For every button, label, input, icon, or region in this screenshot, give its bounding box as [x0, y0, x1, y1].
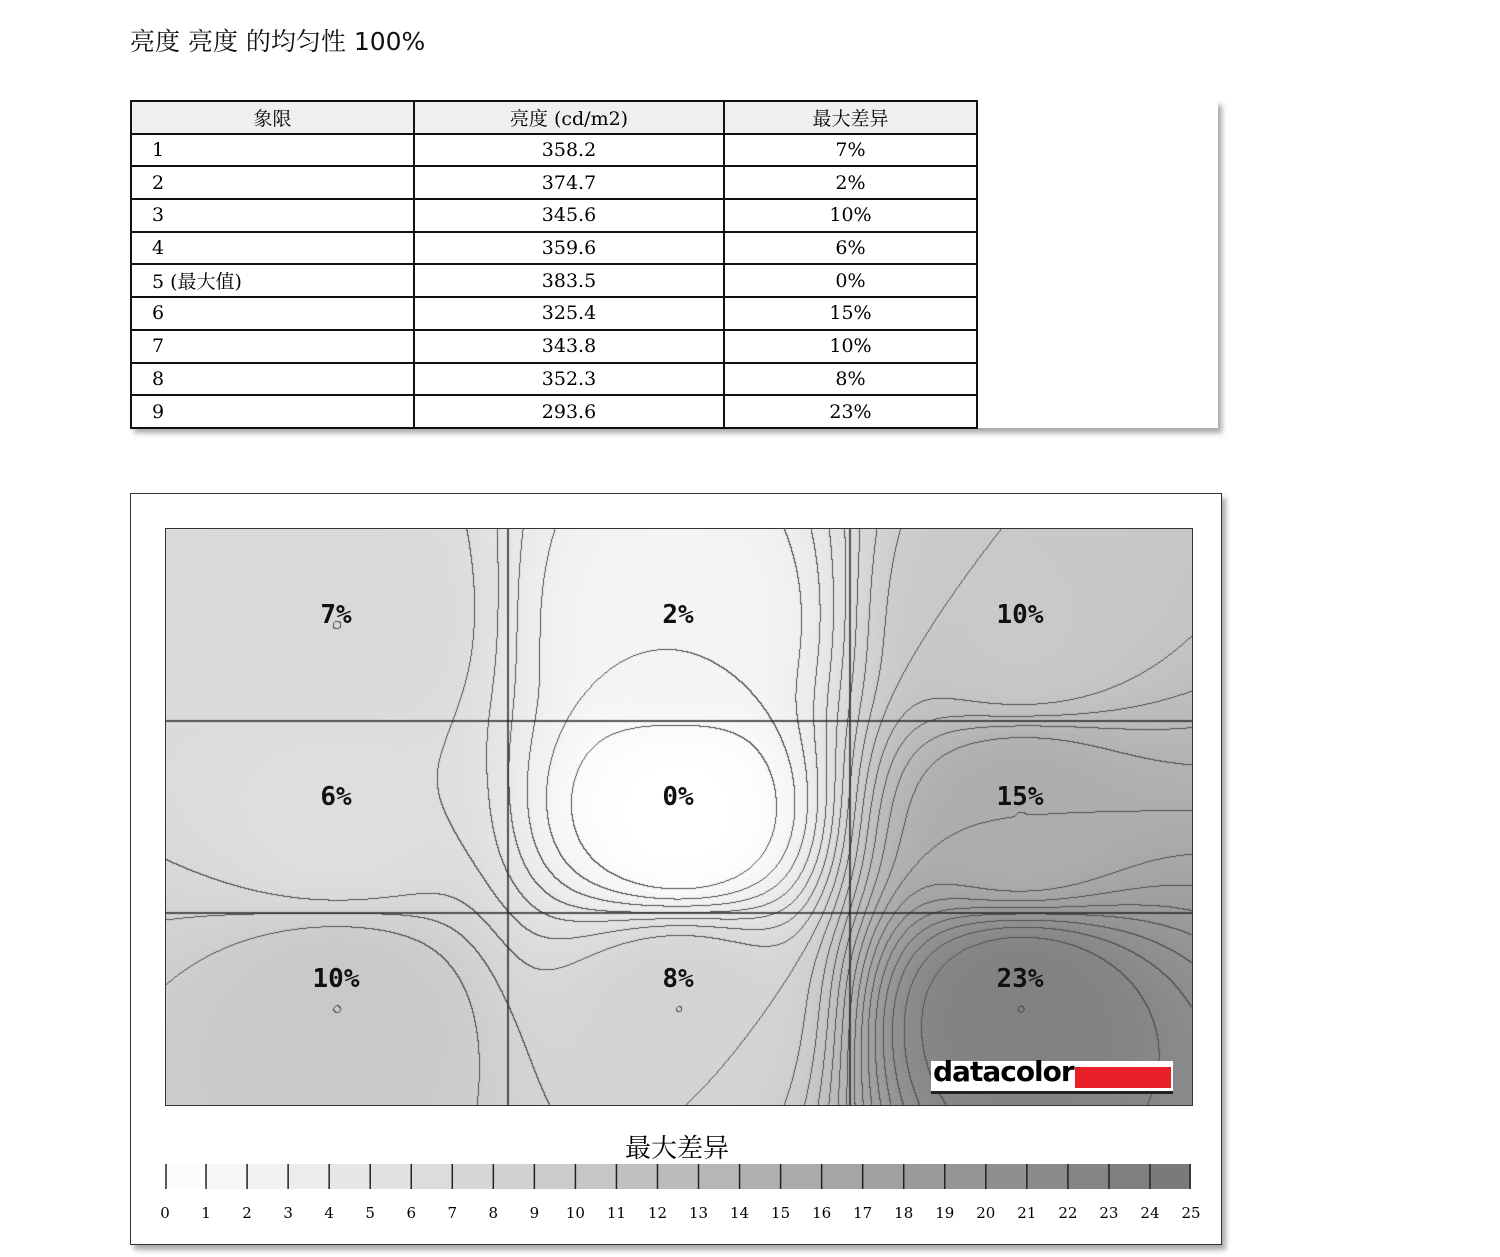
- legend-swatch: [329, 1164, 371, 1189]
- legend-tick-label: 9: [529, 1204, 540, 1222]
- legend-tick-label: 2: [242, 1204, 252, 1222]
- datacolor-logo: datacolor: [931, 1061, 1173, 1094]
- legend-swatch: [575, 1164, 617, 1189]
- legend-swatch: [945, 1164, 987, 1189]
- legend-tick-label: 17: [853, 1204, 873, 1222]
- max-diff-cell: 0%: [724, 264, 977, 297]
- legend-tick-label: 21: [1017, 1204, 1037, 1222]
- legend-title: 最大差异: [624, 1134, 729, 1164]
- legend-swatch: [247, 1164, 289, 1189]
- quadrant-cell: 8: [131, 363, 414, 396]
- legend-swatch: [411, 1164, 453, 1189]
- luminance-cell: 343.8: [414, 330, 724, 363]
- legend-tick-label: 10: [565, 1204, 585, 1222]
- legend-swatch: [206, 1164, 248, 1189]
- max-diff-cell: 10%: [724, 330, 977, 363]
- legend-swatch: [740, 1164, 782, 1189]
- max-diff-cell: 6%: [724, 232, 977, 265]
- quadrant-cell: 5 (最大值): [131, 264, 414, 297]
- max-diff-cell: 15%: [724, 297, 977, 330]
- header-max-diff: 最大差异: [724, 101, 977, 134]
- quadrant-cell: 9: [131, 395, 414, 428]
- max-diff-cell: 10%: [724, 199, 977, 232]
- cell-label: 23%: [996, 963, 1044, 994]
- luminance-cell: 293.6: [414, 395, 724, 428]
- legend-swatch: [1109, 1164, 1151, 1189]
- table-row: [131, 166, 977, 199]
- legend-tick-label: 1: [201, 1204, 211, 1222]
- quadrant-cell: 2: [131, 166, 414, 199]
- quadrant-cell: 7: [131, 330, 414, 363]
- legend-swatch: [165, 1164, 207, 1189]
- quadrant-cell: 1: [131, 134, 414, 167]
- legend-swatch: [863, 1164, 905, 1189]
- table-row: [131, 134, 977, 167]
- max-diff-cell: 2%: [724, 166, 977, 199]
- legend-tick-label: 11: [606, 1204, 626, 1222]
- legend-swatch: [288, 1164, 330, 1189]
- cell-label: 15%: [996, 781, 1044, 812]
- table-row: [131, 330, 977, 363]
- table-row: [131, 199, 977, 232]
- uniformity-table-panel: [130, 100, 1218, 428]
- luminance-cell: 325.4: [414, 297, 724, 330]
- legend-tick-label: 23: [1099, 1204, 1119, 1222]
- legend-swatch: [493, 1164, 535, 1189]
- luminance-cell: 374.7: [414, 166, 724, 199]
- legend-swatch: [534, 1164, 576, 1189]
- table-row: [131, 297, 977, 330]
- cell-label: 10%: [312, 963, 360, 994]
- legend-tick-label: 13: [688, 1204, 709, 1222]
- legend-tick-label: 5: [365, 1204, 375, 1222]
- legend-scale: [165, 1164, 1191, 1189]
- legend-tick-label: 14: [730, 1204, 750, 1222]
- quadrant-cell: 6: [131, 297, 414, 330]
- max-diff-cell: 7%: [724, 134, 977, 167]
- legend-swatch: [1150, 1164, 1191, 1189]
- legend-tick-label: 6: [406, 1204, 417, 1222]
- legend-swatch: [1027, 1164, 1069, 1189]
- legend-tick-label: 24: [1140, 1204, 1160, 1222]
- cell-label: 2%: [662, 599, 694, 630]
- table-row: [131, 363, 977, 396]
- legend-tick-label: 8: [488, 1204, 499, 1222]
- legend-swatch: [781, 1164, 823, 1189]
- uniformity-table: [130, 100, 978, 429]
- cell-label: 7%: [320, 599, 352, 630]
- cell-label: 8%: [662, 963, 694, 994]
- legend-swatch: [699, 1164, 741, 1189]
- uniformity-chart: [130, 493, 1222, 1245]
- legend-tick-label: 16: [812, 1204, 832, 1222]
- legend-swatch: [986, 1164, 1028, 1189]
- legend-tick-label: 20: [976, 1204, 996, 1222]
- legend-swatch: [370, 1164, 412, 1189]
- legend-tick-label: 18: [894, 1204, 914, 1222]
- legend-swatch: [904, 1164, 946, 1189]
- cell-label: 10%: [996, 599, 1044, 630]
- luminance-cell: 352.3: [414, 363, 724, 396]
- table-row: [131, 264, 977, 297]
- max-diff-cell: 8%: [724, 363, 977, 396]
- legend-tick-label: 3: [283, 1204, 293, 1222]
- table-row: [131, 395, 977, 428]
- legend-swatch: [452, 1164, 494, 1189]
- legend-tick-label: 19: [935, 1204, 955, 1222]
- legend-tick-label: 7: [447, 1204, 458, 1222]
- legend-swatch: [822, 1164, 864, 1189]
- quadrant-cell: 4: [131, 232, 414, 265]
- legend-tick-label: 0: [160, 1204, 170, 1222]
- max-diff-cell: 23%: [724, 395, 977, 428]
- quadrant-cell: 3: [131, 199, 414, 232]
- legend-tick-label: 15: [771, 1204, 791, 1222]
- legend-tick-label: 25: [1181, 1204, 1201, 1222]
- luminance-cell: 358.2: [414, 134, 724, 167]
- legend-tick-label: 4: [324, 1204, 334, 1222]
- header-quadrant: 象限: [131, 101, 414, 134]
- table-row: [131, 232, 977, 265]
- legend-swatch: [616, 1164, 658, 1189]
- luminance-cell: 345.6: [414, 199, 724, 232]
- cell-label: 6%: [320, 781, 352, 812]
- legend-swatch: [1068, 1164, 1110, 1189]
- cell-label: 0%: [662, 781, 694, 812]
- legend-swatch: [657, 1164, 699, 1189]
- header-luminance: 亮度 (cd/m2): [414, 101, 724, 134]
- luminance-cell: 383.5: [414, 264, 724, 297]
- page-title: 亮度 亮度 的均匀性 100%: [130, 27, 426, 56]
- legend-tick-label: 12: [647, 1204, 668, 1222]
- luminance-cell: 359.6: [414, 232, 724, 265]
- legend-tick-label: 22: [1058, 1204, 1078, 1222]
